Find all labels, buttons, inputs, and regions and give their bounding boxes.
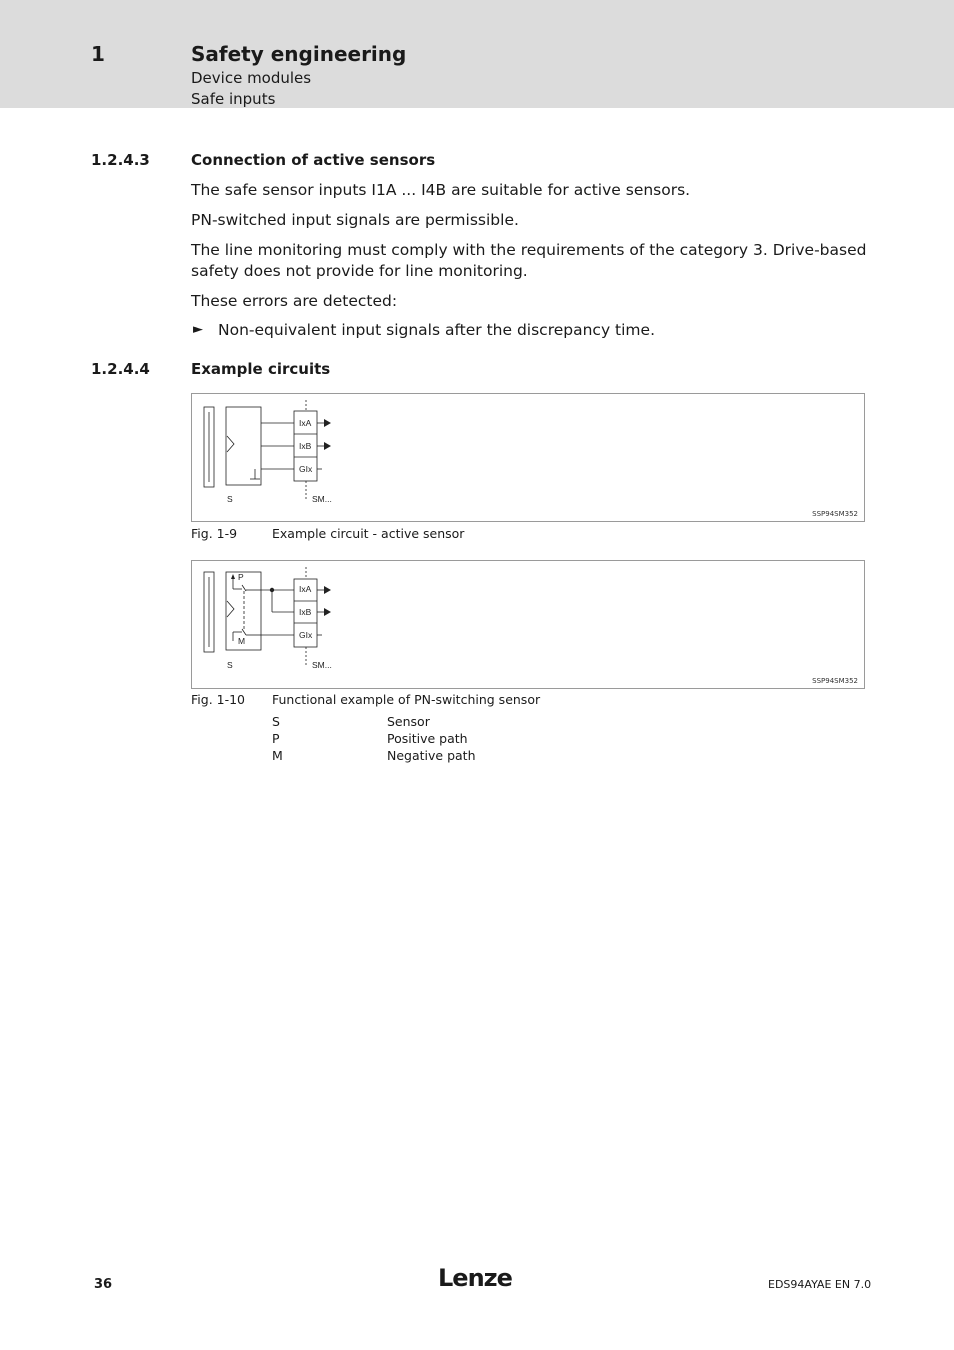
bullet-arrow-icon: ► <box>193 322 203 337</box>
legend-value: Sensor <box>387 714 430 729</box>
section-number: 1.2.4.4 <box>91 360 150 378</box>
figure-caption: Functional example of PN-switching sensor <box>272 692 541 707</box>
section-title: Connection of active sensors <box>191 151 436 169</box>
section-title: Example circuits <box>191 360 331 378</box>
positive-path-label: P <box>238 572 244 582</box>
chapter-number: 1 <box>91 42 105 66</box>
terminal-label-ixa: IxA <box>299 418 312 428</box>
figure-caption: Example circuit - active sensor <box>272 526 465 541</box>
paragraph: The safe sensor inputs I1A ... I4B are suitable for active sensors. <box>191 181 691 199</box>
arrow-icon <box>324 419 331 427</box>
paragraph: PN-switched input signals are permissible. <box>191 211 519 229</box>
lenze-logo: Lenze <box>438 1264 512 1292</box>
module-label: SM... <box>312 660 332 670</box>
legend-key: M <box>272 748 283 763</box>
section-number: 1.2.4.3 <box>91 151 150 169</box>
module-label: SM... <box>312 494 332 504</box>
paragraph: The line monitoring must comply with the requirements of the category 3. Drive-based safety does not provide for line monitoring. <box>191 241 867 280</box>
chapter-title: Safety engineering <box>191 42 407 66</box>
legend-value: Negative path <box>387 748 476 763</box>
breadcrumb-device-modules: Device modules <box>191 69 312 87</box>
circuit-diagram-pn-switching <box>192 561 864 688</box>
figure-pn-switching-sensor <box>191 560 865 689</box>
arrow-icon <box>324 442 331 450</box>
bullet-item: Non-equivalent input signals after the discrepancy time. <box>218 321 655 339</box>
legend-key: P <box>272 731 280 746</box>
terminal-label-ixb: IxB <box>299 607 312 617</box>
legend-key: S <box>272 714 280 729</box>
terminal-label-gix: GIx <box>299 464 313 474</box>
figure-label: Fig. 1-10 <box>191 692 246 707</box>
legend-value: Positive path <box>387 731 468 746</box>
page-number: 36 <box>94 1277 113 1292</box>
figure-code: SSP94SM352 <box>812 510 858 518</box>
sensor-label: S <box>227 494 233 504</box>
figure-label: Fig. 1-9 <box>191 526 238 541</box>
paragraph: These errors are detected: <box>191 292 398 310</box>
sensor-label: S <box>227 660 233 670</box>
circuit-diagram-active-sensor <box>192 394 864 521</box>
document-id: EDS94AYAE EN 7.0 <box>768 1278 872 1291</box>
figure-active-sensor <box>191 393 865 522</box>
header-band <box>0 0 954 108</box>
breadcrumb-safe-inputs: Safe inputs <box>191 90 276 108</box>
figure-code: SSP94SM352 <box>812 677 858 685</box>
negative-path-label: M <box>238 636 246 646</box>
arrow-icon <box>324 586 331 594</box>
terminal-label-gix: GIx <box>299 630 313 640</box>
terminal-label-ixb: IxB <box>299 441 312 451</box>
arrow-icon <box>324 608 331 616</box>
terminal-label-ixa: IxA <box>299 584 312 594</box>
